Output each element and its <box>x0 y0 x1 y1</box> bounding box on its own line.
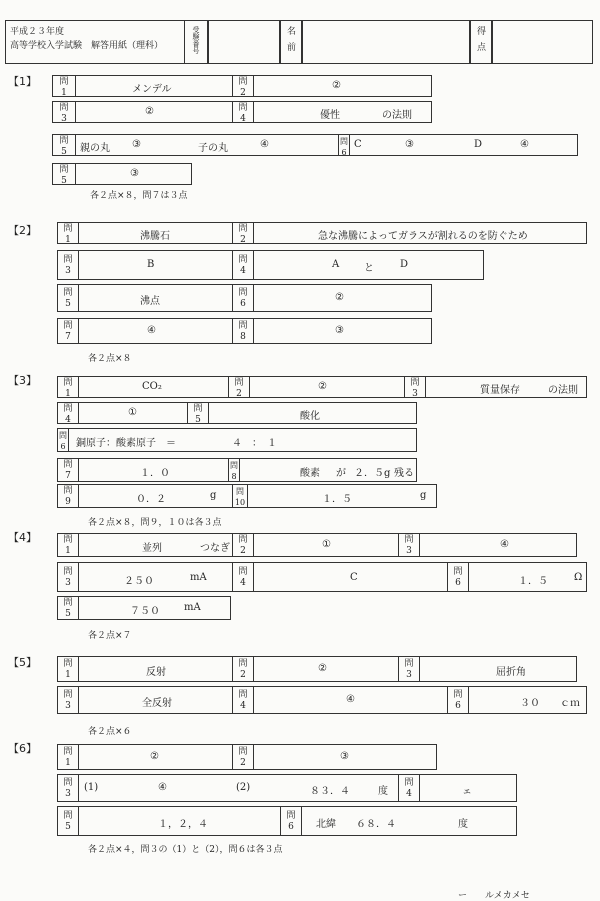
s4-a3b-1[interactable]: ２５０ <box>124 576 154 587</box>
s3-q8-label: 問 8 <box>228 458 240 482</box>
s1-a4-1[interactable]: 優性 <box>320 110 340 121</box>
s1-a2[interactable]: ② <box>332 80 341 91</box>
s2-a6[interactable]: ② <box>335 292 344 303</box>
s6-q4-label: 問 4 <box>398 774 420 802</box>
s6-a3-p1: (1) <box>84 782 99 793</box>
s6-a3-p2: (2) <box>236 782 251 793</box>
score-field[interactable] <box>492 20 593 64</box>
s4-q3-label: 問 3 <box>398 533 420 557</box>
s3-a8-1[interactable]: 酸素 <box>300 468 320 479</box>
s2-a5[interactable]: 沸点 <box>140 296 160 307</box>
s3-q5-label: 問 5 <box>187 402 209 424</box>
s1-a5-label2: 子の丸 <box>198 143 228 154</box>
s4-a5-1[interactable]: ７５０ <box>130 606 160 617</box>
s4-a1-1[interactable]: 並列 <box>142 543 162 554</box>
s1-score-note: 各２点×８，問７は３点 <box>90 191 188 201</box>
s4-q2-label: 問 2 <box>232 533 254 557</box>
s3-q4-label: 問 4 <box>57 402 79 424</box>
s5-q6-label: 問 6 <box>447 686 469 714</box>
s1-a5-2[interactable]: ④ <box>260 139 269 150</box>
s1-q4-label: 問 4 <box>232 101 254 123</box>
s5-a6-2: ｃｍ <box>560 698 580 709</box>
s6-a2[interactable]: ③ <box>340 751 349 762</box>
s4-a6-1[interactable]: １．５ <box>518 576 548 587</box>
s5-a2[interactable]: ② <box>318 663 327 674</box>
s3-q6-label: 問 6 <box>57 428 69 452</box>
s3-q1-label: 問 1 <box>57 376 79 398</box>
s2-q3-label: 問 3 <box>57 250 79 280</box>
s3-a8-2: が <box>336 468 346 479</box>
s3-a1[interactable]: CO₂ <box>142 381 162 392</box>
s3-q7-label: 問 7 <box>57 458 79 482</box>
s1-a6-label2: D <box>474 139 483 150</box>
s4-row1 <box>57 533 577 557</box>
s2-a1[interactable]: 沸騰石 <box>140 231 170 242</box>
s1-a5-1[interactable]: ③ <box>132 139 141 150</box>
s4-a1-2: つなぎ <box>200 543 230 554</box>
s4-a3[interactable]: ④ <box>500 539 509 550</box>
s5-score-note: 各２点×６ <box>88 727 132 737</box>
s6-q3-label: 問 3 <box>57 774 79 802</box>
s6-q6-label: 問 6 <box>280 806 302 836</box>
s1-q5-label: 問 5 <box>52 134 76 156</box>
s2-q5-label: 問 5 <box>57 284 79 312</box>
exam-no-field[interactable] <box>208 20 280 64</box>
s2-a7[interactable]: ④ <box>147 325 156 336</box>
s2-q2-label: 問 2 <box>232 222 254 244</box>
s3-a3-1[interactable]: 質量保存 <box>480 385 520 396</box>
s6-a6-2[interactable]: ６８．４ <box>356 819 396 830</box>
s6-a1[interactable]: ② <box>150 751 159 762</box>
s2-q1-label: 問 1 <box>57 222 79 244</box>
s2-score-note: 各２点×８ <box>88 354 132 364</box>
s3-a6-1: 銅原子：酸素原子 ＝ <box>76 438 176 449</box>
header-title: 高等学校入学試験 解答用紙（理科） <box>10 41 164 51</box>
s5-a3b[interactable]: 全反射 <box>142 698 172 709</box>
s6-a3-1[interactable]: ④ <box>158 782 167 793</box>
section-4-title: 【4】 <box>8 531 37 544</box>
s5-a3[interactable]: 屈折角 <box>496 667 526 678</box>
s1-q1-label: 問 1 <box>52 75 76 97</box>
s5-q3-label: 問 3 <box>398 656 420 682</box>
s2-a2[interactable]: 急な沸騰によってガラスが割れるのを防ぐため <box>318 231 528 242</box>
s2-q8-label: 問 8 <box>232 318 254 344</box>
s1-a7[interactable]: ③ <box>130 168 139 179</box>
s3-a8-3[interactable]: ２．５g <box>354 468 391 479</box>
score-label-1: 得 <box>477 27 487 37</box>
s3-score-note: 各２点×８，問９，１０は各３点 <box>88 518 222 528</box>
s6-row2 <box>57 774 517 802</box>
s2-q4-label: 問 4 <box>232 250 254 280</box>
s5-row2 <box>57 686 587 714</box>
s1-q3-label: 問 3 <box>52 101 76 123</box>
section-1-title: 【1】 <box>8 75 37 88</box>
s3-a10-2: g <box>420 490 427 501</box>
name-field[interactable] <box>302 20 470 64</box>
s3-a10-1[interactable]: １．５ <box>322 494 352 505</box>
s1-a6-1[interactable]: ③ <box>405 139 414 150</box>
s3-a3-2: の法則 <box>548 385 578 396</box>
s2-a4-1[interactable]: A <box>332 259 340 270</box>
s5-q4-label: 問 4 <box>232 686 254 714</box>
s3-a4[interactable]: ① <box>128 407 137 418</box>
s3-q10-label: 問 10 <box>232 484 248 508</box>
section-3-title: 【3】 <box>8 374 37 387</box>
s1-row3 <box>52 134 578 156</box>
header-year: 平成２３年度 <box>10 27 65 37</box>
s2-a4-3[interactable]: D <box>400 259 409 270</box>
s4-q1-label: 問 1 <box>57 533 79 557</box>
s6-q5-label: 問 5 <box>57 806 79 836</box>
footer-mark: ー ルメカメセ <box>458 891 530 901</box>
s5-a1[interactable]: 反射 <box>146 667 166 678</box>
s2-a8[interactable]: ③ <box>335 325 344 336</box>
s6-a5[interactable]: １，２，４ <box>158 819 208 830</box>
s5-q1-label: 問 1 <box>57 656 79 682</box>
s3-row2 <box>57 402 417 424</box>
s1-a4-2: の法則 <box>382 110 412 121</box>
s5-q2-label: 問 2 <box>232 656 254 682</box>
s1-q2-label: 問 2 <box>232 75 254 97</box>
s1-a5-label1: 親の丸 <box>80 143 110 154</box>
s6-q1-label: 問 1 <box>57 744 79 770</box>
name-label-2: 前 <box>287 43 297 53</box>
s4-q3b-label: 問 3 <box>57 562 79 592</box>
s6-a6-1: 北緯 <box>316 819 336 830</box>
s5-a6-1[interactable]: ３０ <box>520 698 540 709</box>
s4-q6-label: 問 6 <box>447 562 469 592</box>
s1-a1[interactable]: メンデル <box>132 84 172 95</box>
s6-a6-3: 度 <box>458 819 468 830</box>
s1-q7-label: 問 5 <box>52 163 76 185</box>
s3-a7[interactable]: １．０ <box>140 468 170 479</box>
score-label-2: 点 <box>477 43 487 53</box>
s2-a4-2: と <box>364 263 374 274</box>
s6-a4[interactable]: ェ <box>462 786 472 797</box>
s2-q6-label: 問 6 <box>232 284 254 312</box>
s4-a5-2: mA <box>184 602 201 613</box>
s5-a4[interactable]: ④ <box>346 694 355 705</box>
s1-a6-2[interactable]: ④ <box>520 139 529 150</box>
s6-a3-3: 度 <box>378 786 388 797</box>
name-label-1: 名 <box>287 27 297 37</box>
s4-a4[interactable]: C <box>350 572 358 583</box>
s1-a3[interactable]: ② <box>145 106 154 117</box>
exam-no-label: 受験番号 <box>192 26 200 54</box>
s3-a5[interactable]: 酸化 <box>300 411 320 422</box>
s3-a6-2[interactable]: ４ ： １ <box>232 438 277 449</box>
s4-a2[interactable]: ① <box>322 539 331 550</box>
s4-score-note: 各２点×７ <box>88 631 132 641</box>
s3-a8-4: 残る <box>394 468 414 479</box>
s6-q2-label: 問 2 <box>232 744 254 770</box>
s3-a2[interactable]: ② <box>318 381 327 392</box>
s4-a3b-2: mA <box>190 572 207 583</box>
s2-a3[interactable]: B <box>147 259 155 270</box>
s6-score-note: 各２点×４，問３の（1）と（2），問６は各３点 <box>88 845 283 855</box>
s4-q4-label: 問 4 <box>232 562 254 592</box>
s3-q2-label: 問 2 <box>228 376 250 398</box>
s1-q6-label: 問 6 <box>338 134 350 156</box>
s3-a9-2: g <box>210 490 217 501</box>
section-2-title: 【2】 <box>8 224 37 237</box>
s1-a6-label1: C <box>354 139 362 150</box>
s3-q9-label: 問 9 <box>57 484 79 508</box>
section-6-title: 【6】 <box>8 742 37 755</box>
s3-q3-label: 問 3 <box>404 376 426 398</box>
s4-q5-label: 問 5 <box>57 596 79 620</box>
s6-a3-2[interactable]: ８３．４ <box>310 786 350 797</box>
s3-a9-1[interactable]: ０．２ <box>136 494 166 505</box>
s5-q3b-label: 問 3 <box>57 686 79 714</box>
section-5-title: 【5】 <box>8 656 37 669</box>
s2-row2 <box>57 250 484 280</box>
s4-a6-2: Ω <box>574 572 583 583</box>
s2-q7-label: 問 7 <box>57 318 79 344</box>
